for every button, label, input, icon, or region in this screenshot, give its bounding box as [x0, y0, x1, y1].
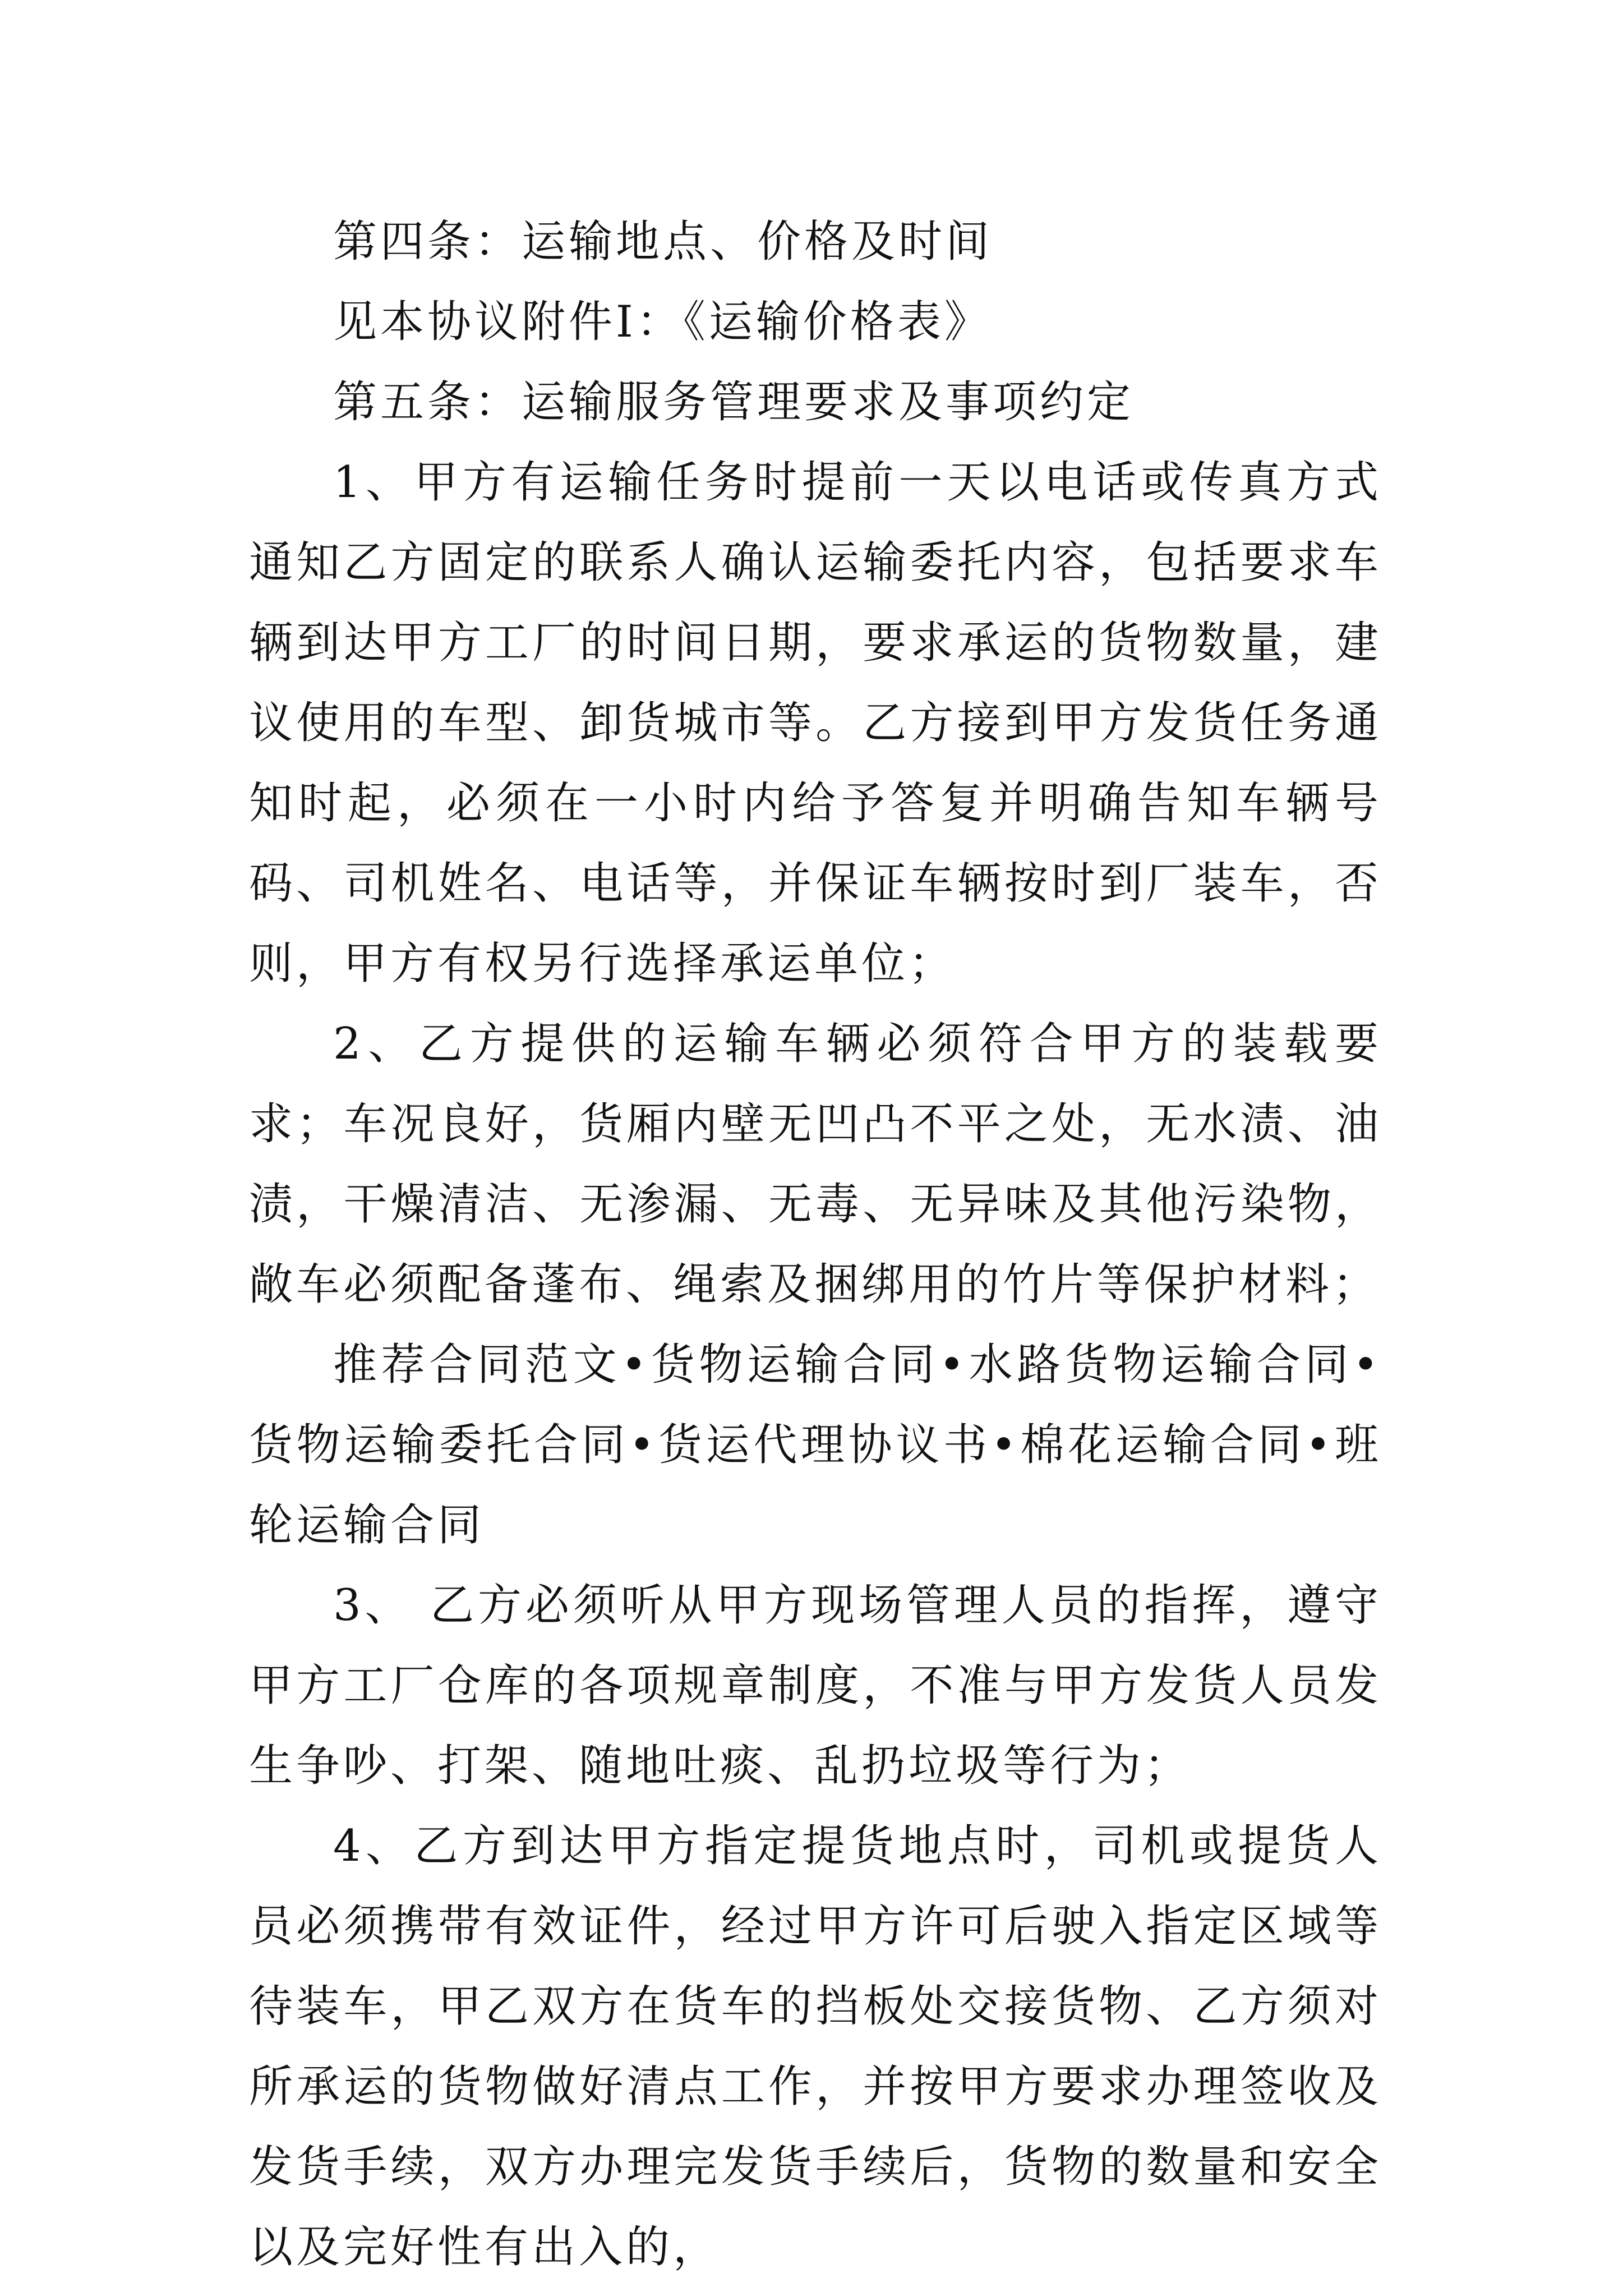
article-4-content: 见本协议附件I：《运输价格表》: [333, 297, 992, 347]
recommended-contracts-paragraph: 推荐合同范文•货物运输合同•水路货物运输合同•货物运输委托合同•货运代理协议书•棉花运输合同•班轮运输合同: [249, 1340, 1382, 1550]
clause-4-paragraph: 4、乙方到达甲方指定提货地点时，司机或提货人员必须携带有效证件，经过甲方许可后驶入指定区域等待装车，甲乙双方在货车的挡板处交接货物、乙方须对所承运的货物做好清点工作，并按甲方要求办理签收及发货手续，双方办理完发货手续后，货物的数量和安全以及完好性有出入的，: [249, 1821, 1382, 2272]
article-5-heading: 第五条：运输服务管理要求及事项约定: [333, 377, 1135, 427]
article-4-heading: 第四条：运输地点、价格及时间: [333, 217, 993, 267]
clause-1-paragraph: 1、甲方有运输任务时提前一天以电话或传真方式通知乙方固定的联系人确认运输委托内容，包括要求车辆到达甲方工厂的时间日期，要求承运的货物数量，建议使用的车型、卸货城市等。乙方接到甲方发货任务通知时起，必须在一小时内给予答复并明确告知车辆号码、司机姓名、电话等，并保证车辆按时到厂装车，否则，甲方有权另行选择承运单位；: [249, 457, 1382, 989]
clause-3-paragraph: 3、 乙方必须听从甲方现场管理人员的指挥，遵守甲方工厂仓库的各项规章制度，不准与甲方发货人员发生争吵、打架、随地吐痰、乱扔垃圾等行为；: [249, 1580, 1382, 1791]
clause-2-paragraph: 2、乙方提供的运输车辆必须符合甲方的装载要求；车况良好，货厢内壁无凹凸不平之处，无水渍、油渍，干燥清洁、无渗漏、无毒、无异味及其他污染物，敞车必须配备蓬布、绳索及捆绑用的竹片等保护材料；: [249, 1019, 1382, 1310]
document-body: [249, 202, 1382, 2288]
